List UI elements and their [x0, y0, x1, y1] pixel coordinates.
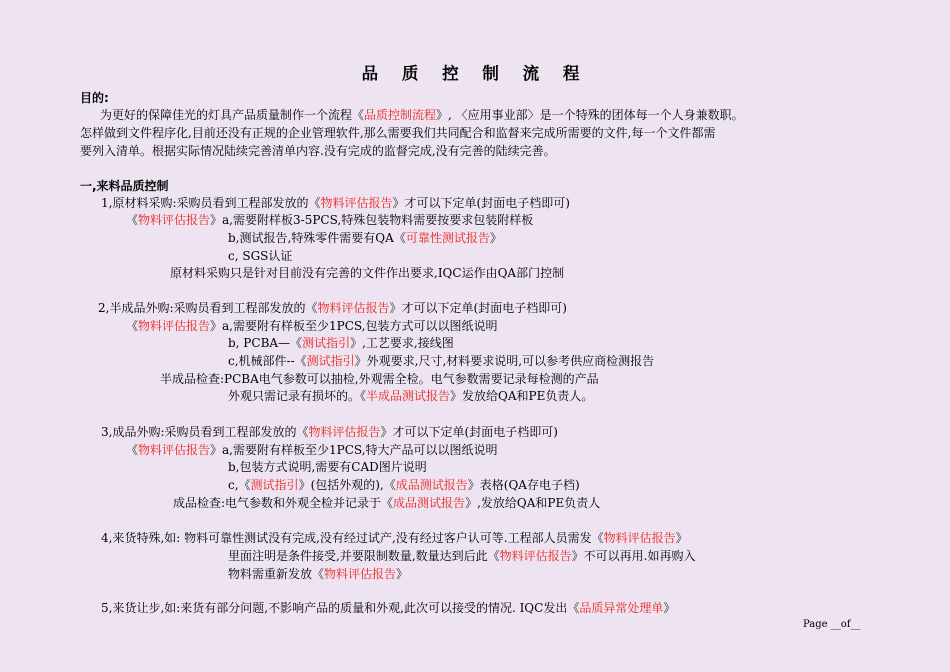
highlight-text: 半成品测试报告 [366, 389, 451, 403]
text-run: 》 [663, 601, 676, 615]
item2-line-1 [98, 300, 567, 317]
item4-line-1 [101, 530, 688, 547]
item4-line-3 [228, 566, 408, 583]
text-run: 》才可以下定单(封面电子档即可) [389, 301, 567, 315]
text-run: c,机械部件--《 [228, 354, 307, 368]
highlight-text: 物料评估报告 [317, 301, 390, 315]
item2-line-4 [228, 353, 654, 370]
text-run: 》发放给QA和PE负责人。 [450, 389, 594, 403]
text-run: 》a,需要附有样板至少1PCS,包装方式可以以图纸说明 [210, 319, 498, 333]
text-run: 为更好的保障佳光的灯具产品质量制作一个流程《 [100, 108, 365, 122]
highlight-text: 测试指引 [250, 478, 299, 492]
text-run: 《 [126, 213, 139, 227]
text-run: b,测试报告,特殊零件需要有QA《 [228, 231, 406, 245]
purpose-paragraph-line-1 [100, 107, 744, 124]
item3-line-4 [228, 477, 580, 494]
highlight-text: 可靠性测试报告 [405, 231, 490, 245]
highlight-text: 品质异常处理单 [579, 601, 664, 615]
text-run: 》 [396, 567, 409, 581]
highlight-text: 物料评估报告 [138, 213, 211, 227]
highlight-text: 测试指引 [302, 336, 351, 350]
item3-line-2 [126, 442, 498, 459]
text-run: 》表格(QA存电子档) [467, 478, 580, 492]
text-run: 里面注明是条件接受,并要限制数量,数量达到后此《 [228, 549, 500, 563]
text-run: 》才可以下定单(封面电子档即可) [380, 425, 558, 439]
highlight-text: 物料评估报告 [308, 425, 381, 439]
text-run: 《 [126, 319, 139, 333]
highlight-text: 物料评估报告 [499, 549, 572, 563]
text-run: 》(包括外观的),《 [298, 478, 396, 492]
page-title: 品 质 控 制 流 程 [361, 64, 589, 83]
highlight-text: 成品测试报告 [395, 478, 468, 492]
highlight-text: 测试指引 [306, 354, 355, 368]
text-run: 》外观要求,尺寸,材料要求说明,可以参考供应商检测报告 [354, 354, 655, 368]
text-run: 》才可以下定单(封面电子档即可) [392, 196, 570, 210]
text-run: 2,半成品外购:采购员看到工程部发放的《 [98, 301, 318, 315]
highlight-text: 物料评估报告 [324, 567, 397, 581]
text-run: b, PCBA—《 [228, 336, 303, 350]
page-footer: Page __of__ [803, 619, 861, 630]
highlight-text: 物料评估报告 [138, 443, 211, 457]
highlight-text: 成品测试报告 [393, 496, 466, 510]
item5-line-1 [101, 600, 675, 617]
text-run: 》a,需要附样板3-5PCS,特殊包装物料需要按要求包装附样板 [210, 213, 534, 227]
purpose-paragraph-line-3: 要列入清单。根据实际情况陆续完善清单内容.没有完成的监督完成,没有完善的陆续完善。 [80, 144, 556, 158]
item2-line-5: 半成品检查:PCBA电气参数可以抽检,外观需全检。电气参数需要记录每检测的产品 [160, 372, 599, 386]
item1-line-5: 原材料采购只是针对目前没有完善的文件作出要求,IQC运作由QA部门控制 [170, 266, 565, 280]
item1-line-2 [126, 212, 533, 229]
item1-line-3 [228, 230, 502, 247]
text-run: 5,来货让步,如:来货有部分问题,不影响产品的质量和外观,此次可以接受的情况. IQC发出《 [101, 601, 580, 615]
text-run: 》a,需要附有样板至少1PCS,特大产品可以以图纸说明 [210, 443, 498, 457]
text-run: 《 [126, 443, 139, 457]
item1-line-1 [101, 195, 570, 212]
item3-line-5 [173, 495, 600, 512]
section-heading: 一,来料品质控制 [80, 179, 169, 193]
highlight-text: 物料评估报告 [603, 531, 676, 545]
text-run: 3,成品外购:采购员看到工程部发放的《 [101, 425, 309, 439]
text-run: 1,原材料采购:采购员看到工程部发放的《 [101, 196, 321, 210]
item2-line-3 [228, 335, 454, 352]
text-run: 》,发放给QA和PE负责人 [465, 496, 601, 510]
item4-line-2 [228, 548, 695, 565]
item3-line-3: b,包装方式说明,需要有CAD图片说明 [228, 460, 427, 474]
item1-line-4: c, SGS认证 [228, 249, 293, 263]
text-run: 》, 〈应用事业部〉是一个特殊的团体每一个人身兼数职。 [436, 108, 744, 122]
text-run: c,《 [228, 478, 251, 492]
purpose-paragraph-line-2: 怎样做到文件程序化,目前还没有正规的企业管理软件,那么需要我们共同配合和监督来完成所需要的文件,每一个文件都需 [80, 126, 716, 140]
item2-line-6 [228, 388, 593, 405]
purpose-heading: 目的: [80, 91, 109, 105]
text-run: 外观只需记录有损坏的。《 [228, 389, 367, 403]
text-run: 》,工艺要求,接线图 [350, 336, 454, 350]
item2-line-2 [126, 318, 498, 335]
item3-line-1 [101, 424, 558, 441]
text-run: 》 [489, 231, 502, 245]
text-run: 物料需重新发放《 [228, 567, 325, 581]
highlight-text: 物料评估报告 [138, 319, 211, 333]
text-run: 4,来货特殊,如: 物料可靠性测试没有完成,没有经过试产,没有经过客户认可等.工程部人员需发《 [101, 531, 604, 545]
text-run: 成品检查:电气参数和外观全检并记录于《 [173, 496, 394, 510]
highlight-text: 品质控制流程 [364, 108, 437, 122]
text-run: 》 [675, 531, 688, 545]
text-run: 》不可以再用.如再购入 [571, 549, 696, 563]
highlight-text: 物料评估报告 [320, 196, 393, 210]
